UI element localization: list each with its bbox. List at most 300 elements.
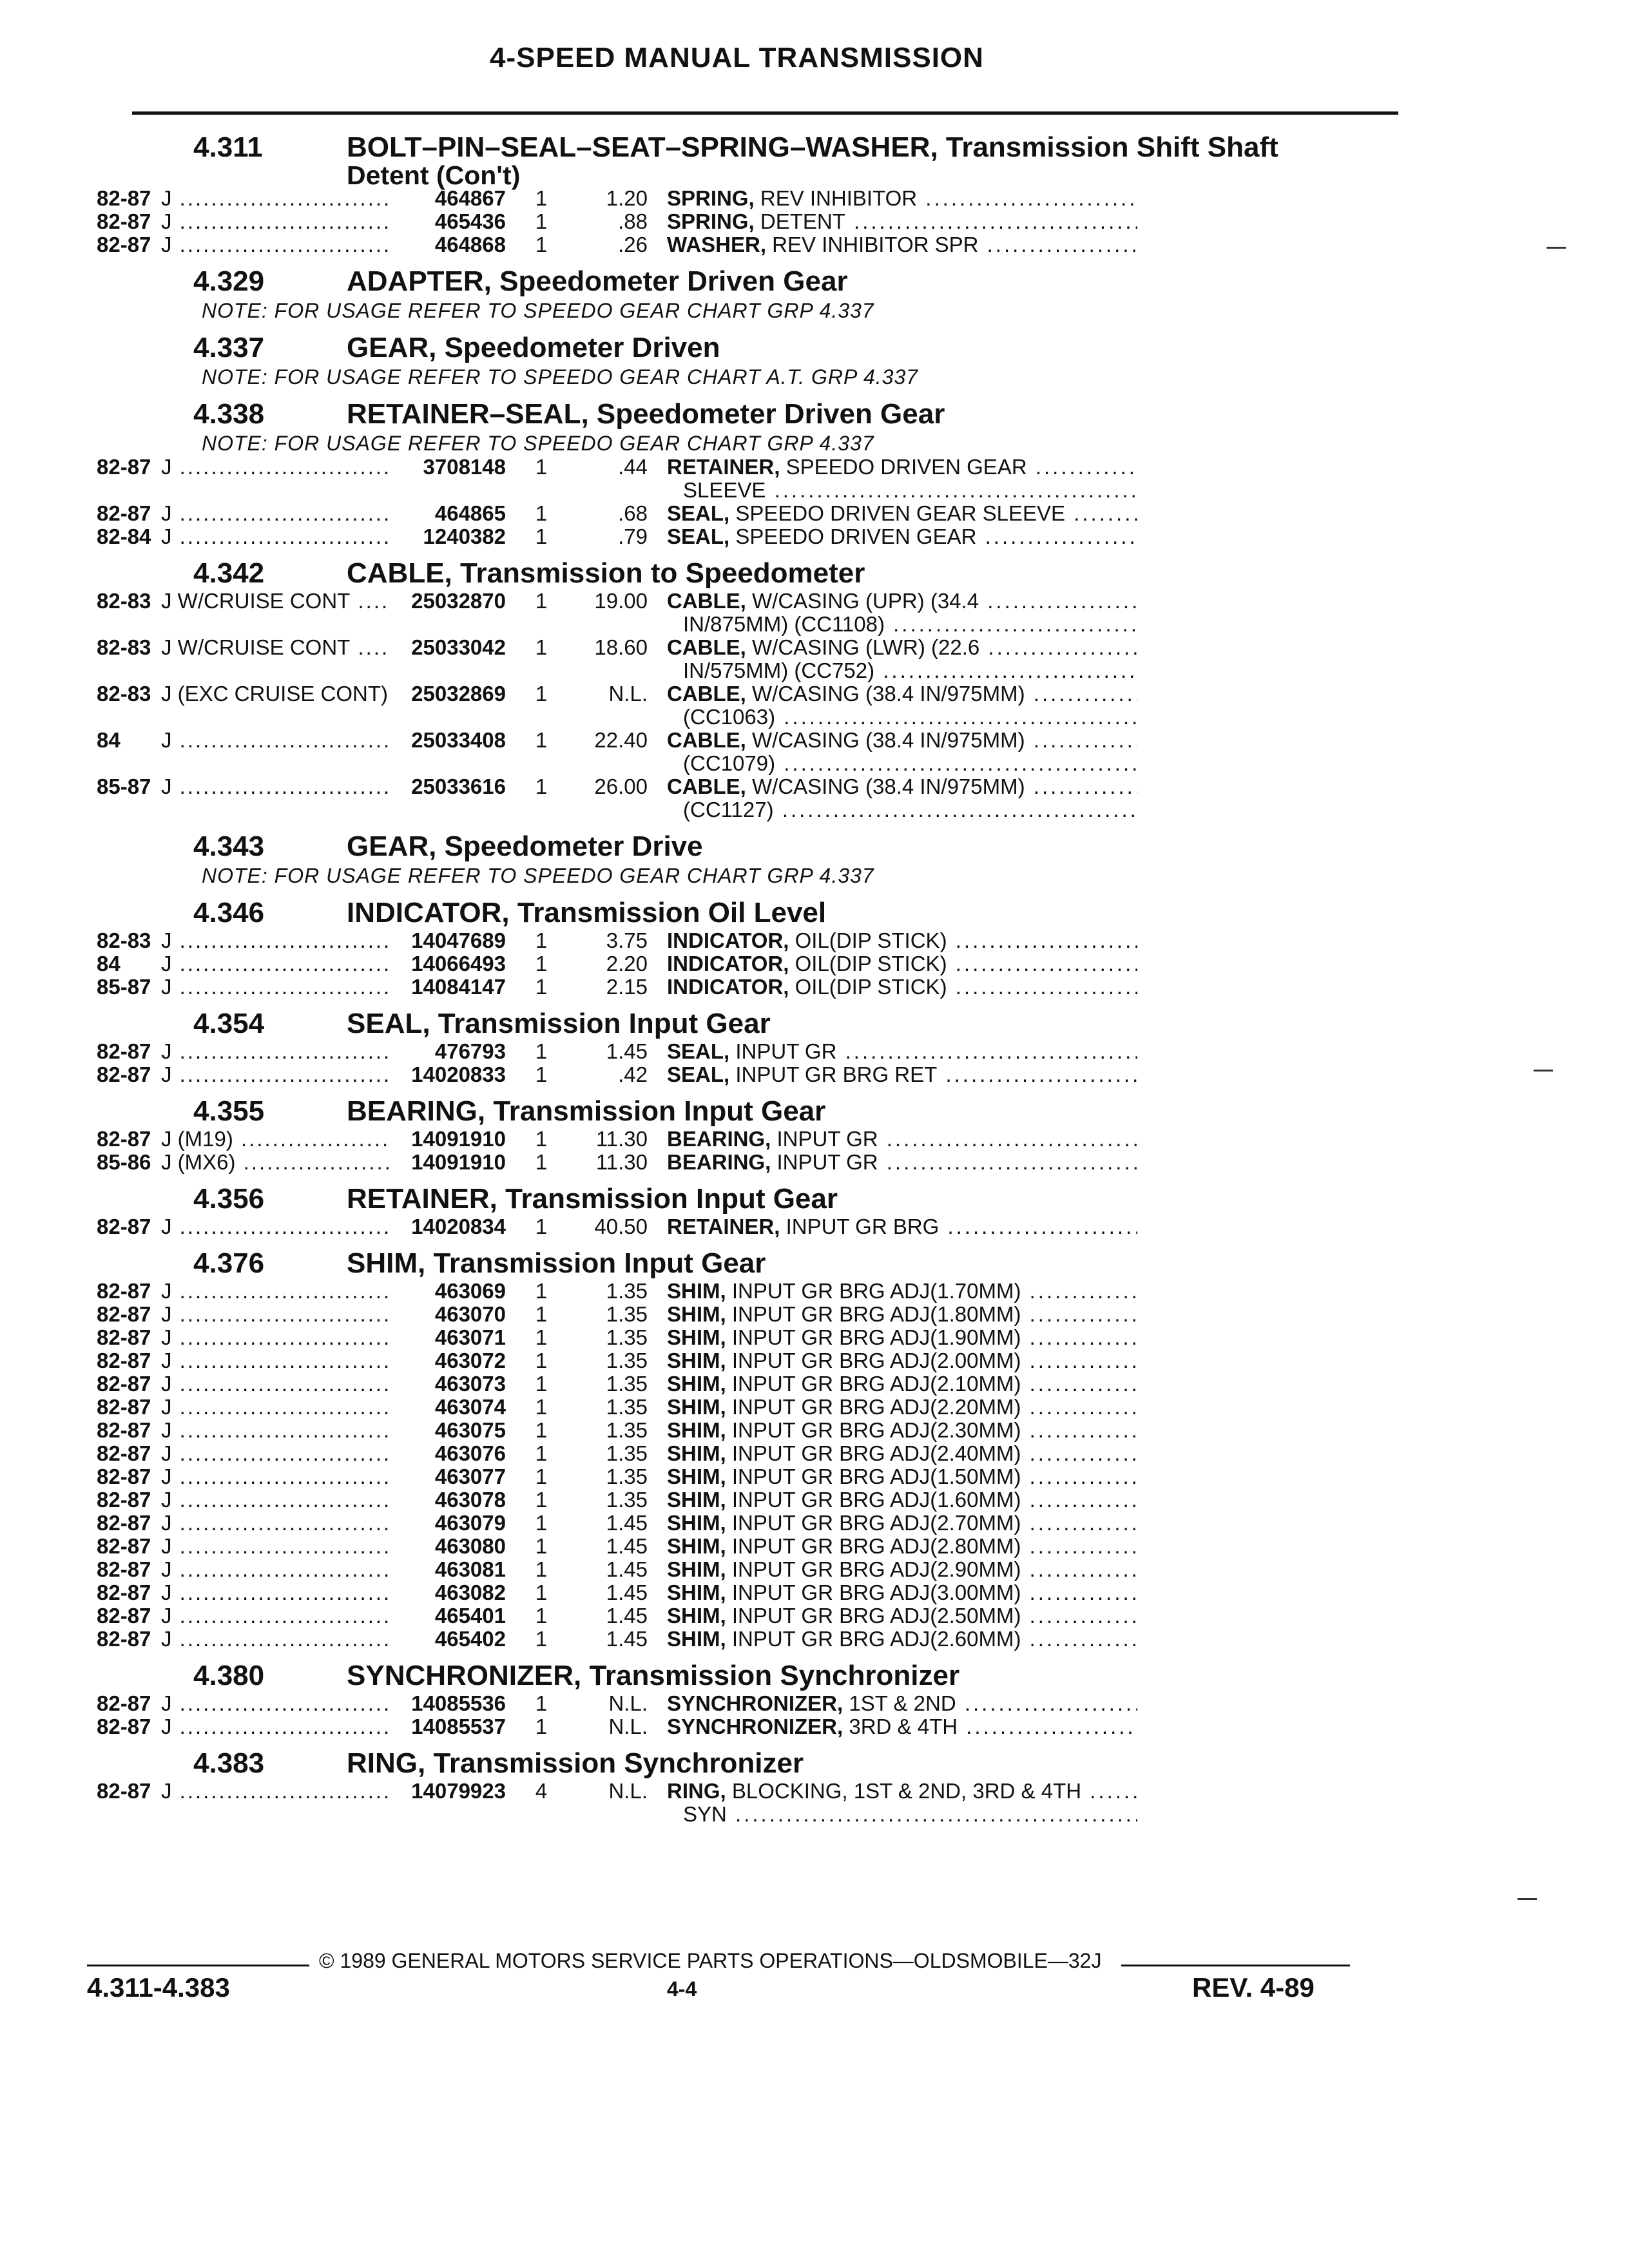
model-years: 82-87 [97, 1534, 151, 1558]
section-number: 4.356 [193, 1183, 265, 1215]
price: 1.35 [606, 1418, 648, 1442]
section-title [347, 1095, 825, 1128]
quantity: 1 [535, 1534, 548, 1558]
model-years: 82-87 [97, 1604, 151, 1628]
quantity: 1 [535, 209, 548, 233]
description-line: RING, BLOCKING, 1ST & 2ND, 3RD & 4TH ..... [667, 1780, 1137, 1803]
description-line: CABLE, W/CASING (38.4 IN/975MM) ..... [667, 729, 1137, 752]
description-line: SHIM, INPUT GR BRG ADJ(2.70MM) ..... [667, 1512, 1137, 1535]
description [667, 775, 1137, 822]
car-line: J ..... [161, 456, 390, 479]
price: 22.40 [594, 728, 648, 752]
copyright-text: © 1989 GENERAL MOTORS SERVICE PARTS OPERATIONS—OLDSMOBILE—32J [319, 1949, 1102, 1972]
part-number: 463079 [434, 1511, 506, 1535]
section-title [347, 265, 848, 298]
description [667, 525, 1137, 548]
car-line: J ..... [161, 729, 390, 752]
car-line: J ..... [161, 1715, 390, 1738]
description-line: SHIM, INPUT GR BRG ADJ(1.60MM) ..... [667, 1488, 1137, 1512]
section-title-text: BEARING, Transmission Input Gear [347, 1095, 826, 1127]
part-row [97, 975, 1385, 999]
part-row [97, 952, 1385, 975]
price: .79 [618, 524, 648, 548]
model-years: 85-86 [97, 1150, 151, 1174]
description [667, 590, 1137, 636]
car-line: J ..... [161, 1303, 390, 1326]
car-line: J (M19) ..... [161, 1128, 390, 1151]
description [667, 1535, 1137, 1558]
description-line: BEARING, INPUT GR ..... [667, 1151, 1137, 1174]
part-number: 463070 [434, 1302, 506, 1326]
section-number: 4.311 [193, 131, 263, 163]
description-line: RETAINER, INPUT GR BRG ..... [667, 1215, 1137, 1238]
part-row [97, 1442, 1385, 1465]
car-line: J ..... [161, 1780, 390, 1803]
part-number: 14066493 [411, 952, 506, 975]
part-row [97, 1280, 1385, 1303]
section-title [347, 398, 945, 430]
price: 26.00 [594, 774, 648, 798]
description [667, 975, 1137, 999]
price: .68 [618, 501, 648, 525]
section-heading [97, 332, 1385, 364]
section-title [347, 1747, 804, 1780]
description-line-2: (CC1127) ..... [667, 798, 1137, 822]
description-line: RETAINER, SPEEDO DRIVEN GEAR ..... [667, 456, 1137, 479]
part-row [97, 1604, 1385, 1628]
description [667, 1419, 1137, 1442]
part-row [97, 502, 1385, 525]
car-line: J ..... [161, 952, 390, 975]
model-years: 82-87 [97, 1349, 151, 1372]
description-line: CABLE, W/CASING (38.4 IN/975MM) ..... [667, 682, 1137, 706]
part-number: 25033408 [411, 728, 506, 752]
quantity: 1 [535, 635, 548, 659]
section-heading [97, 265, 1385, 298]
price: N.L. [608, 682, 648, 706]
part-row [97, 210, 1385, 233]
part-number: 463077 [434, 1465, 506, 1488]
parts-list [97, 122, 1385, 1826]
model-years: 82-87 [97, 1039, 151, 1063]
model-years: 82-87 [97, 1127, 151, 1151]
margin-mark [1547, 247, 1566, 249]
quantity: 1 [535, 186, 548, 210]
car-line: J ..... [161, 1040, 390, 1063]
car-line: J ..... [161, 1280, 390, 1303]
margin-mark [1534, 1070, 1553, 1072]
description-line: SHIM, INPUT GR BRG ADJ(1.70MM) ..... [667, 1280, 1137, 1303]
part-row [97, 1780, 1385, 1826]
description [667, 729, 1137, 775]
car-line: J ..... [161, 1063, 390, 1086]
car-line: J ..... [161, 1419, 390, 1442]
quantity: 1 [535, 1150, 548, 1174]
part-row [97, 1512, 1385, 1535]
price: 1.45 [606, 1604, 648, 1628]
car-line: J ..... [161, 1692, 390, 1715]
car-line: J ..... [161, 1372, 390, 1396]
description [667, 682, 1137, 729]
part-row [97, 1715, 1385, 1738]
section-note: NOTE: FOR USAGE REFER TO SPEEDO GEAR CHART A.T. GRP 4.337 [202, 365, 919, 389]
description [667, 1349, 1137, 1372]
description [667, 1303, 1137, 1326]
description [667, 210, 1137, 233]
price: N.L. [608, 1715, 648, 1738]
quantity: 1 [535, 1691, 548, 1715]
part-row [97, 1349, 1385, 1372]
description [667, 233, 1137, 256]
car-line: J ..... [161, 929, 390, 952]
part-row [97, 1535, 1385, 1558]
quantity: 1 [535, 1627, 548, 1651]
description-line: SHIM, INPUT GR BRG ADJ(2.80MM) ..... [667, 1535, 1137, 1558]
quantity: 1 [535, 1418, 548, 1442]
quantity: 1 [535, 1325, 548, 1349]
part-row [97, 929, 1385, 952]
quantity: 1 [535, 1511, 548, 1535]
model-years: 82-83 [97, 682, 151, 706]
quantity: 4 [535, 1779, 548, 1803]
description [667, 1604, 1137, 1628]
model-years: 82-87 [97, 1557, 151, 1581]
section-heading [97, 557, 1385, 590]
part-number: 463071 [434, 1325, 506, 1349]
description-line: BEARING, INPUT GR ..... [667, 1128, 1137, 1151]
car-line: J ..... [161, 1349, 390, 1372]
section-title [347, 1183, 838, 1215]
quantity: 1 [535, 455, 548, 479]
price: 1.35 [606, 1349, 648, 1372]
part-row [97, 775, 1385, 822]
quantity: 1 [535, 1395, 548, 1419]
section-title-text: GEAR, Speedometer Drive [347, 831, 703, 862]
model-years: 82-87 [97, 1627, 151, 1651]
price: 40.50 [594, 1215, 648, 1238]
description-line: INDICATOR, OIL(DIP STICK) ..... [667, 975, 1137, 999]
part-number: 464865 [434, 501, 506, 525]
description-line-2: IN/575MM) (CC752) ..... [667, 659, 1137, 682]
price: 1.35 [606, 1279, 648, 1303]
quantity: 1 [535, 682, 548, 706]
price: .44 [618, 455, 648, 479]
section-heading [97, 1183, 1385, 1215]
model-years: 82-87 [97, 1465, 151, 1488]
description-line: SEAL, SPEEDO DRIVEN GEAR ..... [667, 525, 1137, 548]
part-number: 463069 [434, 1279, 506, 1303]
description-line: SHIM, INPUT GR BRG ADJ(2.10MM) ..... [667, 1372, 1137, 1396]
model-years: 82-87 [97, 1715, 151, 1738]
description-line: SHIM, INPUT GR BRG ADJ(3.00MM) ..... [667, 1581, 1137, 1604]
part-number: 14085536 [411, 1691, 506, 1715]
page-title-text: 4-SPEED MANUAL TRANSMISSION [490, 42, 984, 73]
description [667, 1780, 1137, 1826]
description [667, 1628, 1137, 1651]
quantity: 1 [535, 1715, 548, 1738]
section-title [347, 1008, 771, 1040]
description-line: INDICATOR, OIL(DIP STICK) ..... [667, 929, 1137, 952]
price: .88 [618, 209, 648, 233]
section-title [347, 332, 720, 364]
section-number: 4.342 [193, 557, 265, 589]
car-line: J (EXC CRUISE CONT) ..... [161, 682, 390, 706]
car-line: J ..... [161, 1488, 390, 1512]
price: 19.00 [594, 589, 648, 613]
section-note: NOTE: FOR USAGE REFER TO SPEEDO GEAR CHART GRP 4.337 [202, 299, 874, 322]
car-line: J ..... [161, 975, 390, 999]
section-title-text: RETAINER–SEAL, Speedometer Driven Gear [347, 398, 945, 430]
section-heading [97, 1660, 1385, 1692]
model-years: 82-87 [97, 1372, 151, 1396]
section-heading [97, 1247, 1385, 1280]
part-row [97, 1040, 1385, 1063]
part-row [97, 1581, 1385, 1604]
quantity: 1 [535, 1215, 548, 1238]
part-row [97, 636, 1385, 682]
quantity: 1 [535, 524, 548, 548]
part-row [97, 525, 1385, 548]
section-title-text: INDICATOR, Transmission Oil Level [347, 897, 827, 928]
section-title [347, 897, 826, 929]
part-number: 14079923 [411, 1779, 506, 1803]
description [667, 502, 1137, 525]
part-number: 463072 [434, 1349, 506, 1372]
section-number: 4.343 [193, 831, 265, 862]
part-number: 464868 [434, 233, 506, 256]
section-number: 4.329 [193, 265, 265, 297]
price: 1.35 [606, 1395, 648, 1419]
description [667, 1128, 1137, 1151]
part-row [97, 456, 1385, 502]
section-number: 4.354 [193, 1008, 265, 1039]
part-number: 464867 [434, 186, 506, 210]
part-number: 14047689 [411, 928, 506, 952]
description-line: SHIM, INPUT GR BRG ADJ(1.90MM) ..... [667, 1326, 1137, 1349]
section-title-text: RING, Transmission Synchronizer [347, 1747, 804, 1779]
price: 1.45 [606, 1534, 648, 1558]
part-number: 25033616 [411, 774, 506, 798]
section-number: 4.338 [193, 398, 265, 430]
section-number: 4.337 [193, 332, 265, 363]
page-title [97, 35, 1373, 72]
car-line: J ..... [161, 775, 390, 798]
description-line: SEAL, SPEEDO DRIVEN GEAR SLEEVE ..... [667, 502, 1137, 525]
model-years: 82-87 [97, 1441, 151, 1465]
quantity: 1 [535, 1349, 548, 1372]
car-line: J ..... [161, 1535, 390, 1558]
description [667, 1715, 1137, 1738]
car-line: J ..... [161, 233, 390, 256]
car-line: J ..... [161, 525, 390, 548]
quantity: 1 [535, 1127, 548, 1151]
quantity: 1 [535, 1302, 548, 1326]
description [667, 636, 1137, 682]
section-title [347, 1247, 766, 1280]
car-line: J ..... [161, 502, 390, 525]
quantity: 1 [535, 1279, 548, 1303]
quantity: 1 [535, 1039, 548, 1063]
part-row [97, 233, 1385, 256]
model-years: 82-83 [97, 928, 151, 952]
section-heading [97, 897, 1385, 929]
description [667, 1063, 1137, 1086]
model-years: 82-87 [97, 1511, 151, 1535]
car-line: J ..... [161, 210, 390, 233]
part-number: 463078 [434, 1488, 506, 1512]
part-row [97, 1465, 1385, 1488]
part-number: 465436 [434, 209, 506, 233]
model-years: 82-87 [97, 1325, 151, 1349]
section-title [347, 831, 703, 863]
price: 2.15 [606, 975, 648, 999]
description [667, 1396, 1137, 1419]
car-line: J ..... [161, 1465, 390, 1488]
part-number: 14020834 [411, 1215, 506, 1238]
model-years: 82-83 [97, 635, 151, 659]
description-line: SHIM, INPUT GR BRG ADJ(2.20MM) ..... [667, 1396, 1137, 1419]
description-line-2: SLEEVE ..... [667, 479, 1137, 502]
model-years: 82-87 [97, 1279, 151, 1303]
part-row [97, 590, 1385, 636]
part-number: 476793 [434, 1039, 506, 1063]
model-years: 82-87 [97, 1779, 151, 1803]
section-heading [97, 1095, 1385, 1128]
price: 1.35 [606, 1441, 648, 1465]
section-heading [97, 131, 1385, 190]
section-title-text: SEAL, Transmission Input Gear [347, 1008, 771, 1039]
part-number: 463073 [434, 1372, 506, 1396]
header-rule [132, 111, 1398, 115]
section-title-text: ADAPTER, Speedometer Driven Gear [347, 265, 848, 297]
part-number: 14091910 [411, 1127, 506, 1151]
description [667, 1442, 1137, 1465]
description-line-2: SYN ..... [667, 1803, 1137, 1826]
part-row [97, 1063, 1385, 1086]
part-row [97, 1558, 1385, 1581]
description-line: SHIM, INPUT GR BRG ADJ(2.00MM) ..... [667, 1349, 1137, 1372]
price: N.L. [608, 1779, 648, 1803]
part-number: 463080 [434, 1534, 506, 1558]
part-row [97, 1692, 1385, 1715]
model-years: 85-87 [97, 774, 151, 798]
model-years: 82-83 [97, 589, 151, 613]
model-years: 82-87 [97, 1691, 151, 1715]
part-row [97, 729, 1385, 775]
quantity: 1 [535, 975, 548, 999]
section-number: 4.355 [193, 1095, 265, 1127]
quantity: 1 [535, 1062, 548, 1086]
price: 1.35 [606, 1465, 648, 1488]
car-line: J (MX6) ..... [161, 1151, 390, 1174]
quantity: 1 [535, 928, 548, 952]
part-row [97, 1326, 1385, 1349]
description [667, 1280, 1137, 1303]
model-years: 85-87 [97, 975, 151, 999]
section-title-text: GEAR, Speedometer Driven [347, 332, 720, 363]
part-row [97, 1303, 1385, 1326]
part-number: 14085537 [411, 1715, 506, 1738]
model-years: 82-87 [97, 1395, 151, 1419]
description-line-2: (CC1063) ..... [667, 706, 1137, 729]
quantity: 1 [535, 1372, 548, 1396]
description-line: SHIM, INPUT GR BRG ADJ(1.50MM) ..... [667, 1465, 1137, 1488]
part-number: 463075 [434, 1418, 506, 1442]
description-line-2: IN/875MM) (CC1108) ..... [667, 613, 1137, 636]
part-row [97, 1128, 1385, 1151]
price: 1.45 [606, 1039, 648, 1063]
section-title-text: CABLE, Transmission to Speedometer [347, 557, 865, 589]
part-number: 14084147 [411, 975, 506, 999]
quantity: 1 [535, 952, 548, 975]
price: 11.30 [595, 1150, 648, 1174]
description-line: SEAL, INPUT GR ..... [667, 1040, 1137, 1063]
description-line: SHIM, INPUT GR BRG ADJ(2.90MM) ..... [667, 1558, 1137, 1581]
price: 3.75 [606, 928, 648, 952]
part-row [97, 1488, 1385, 1512]
quantity: 1 [535, 589, 548, 613]
section-title [347, 1660, 959, 1692]
part-row [97, 1372, 1385, 1396]
section-number: 4.383 [193, 1747, 265, 1779]
quantity: 1 [535, 728, 548, 752]
part-row [97, 682, 1385, 729]
price: 1.45 [606, 1511, 648, 1535]
description-line: CABLE, W/CASING (LWR) (22.6 ..... [667, 636, 1137, 659]
part-row [97, 187, 1385, 210]
part-number: 463082 [434, 1581, 506, 1604]
description [667, 1326, 1137, 1349]
model-years: 82-87 [97, 1488, 151, 1512]
description [667, 1558, 1137, 1581]
model-years: 82-87 [97, 1215, 151, 1238]
quantity: 1 [535, 1581, 548, 1604]
model-years: 84 [97, 728, 120, 752]
model-years: 82-87 [97, 1302, 151, 1326]
price: 1.35 [606, 1488, 648, 1512]
price: 1.35 [606, 1372, 648, 1396]
footer-rule-left [87, 1965, 309, 1966]
section-number: 4.380 [193, 1660, 265, 1691]
price: 1.45 [606, 1627, 648, 1651]
quantity: 1 [535, 1441, 548, 1465]
model-years: 82-87 [97, 1418, 151, 1442]
section-note: NOTE: FOR USAGE REFER TO SPEEDO GEAR CHART GRP 4.337 [202, 864, 874, 887]
model-years: 82-87 [97, 186, 151, 210]
part-number: 1240382 [423, 524, 506, 548]
quantity: 1 [535, 501, 548, 525]
model-years: 82-87 [97, 501, 151, 525]
description-line: SHIM, INPUT GR BRG ADJ(2.30MM) ..... [667, 1419, 1137, 1442]
description [667, 1372, 1137, 1396]
section-subtitle: Detent (Con't) [347, 160, 521, 190]
description [667, 1581, 1137, 1604]
part-row [97, 1628, 1385, 1651]
description-line: INDICATOR, OIL(DIP STICK) ..... [667, 952, 1137, 975]
description [667, 1692, 1137, 1715]
price: 1.45 [606, 1557, 648, 1581]
section-heading [97, 398, 1385, 430]
section-heading [97, 1747, 1385, 1780]
section-heading [97, 831, 1385, 863]
quantity: 1 [535, 1557, 548, 1581]
part-number: 463076 [434, 1441, 506, 1465]
part-row [97, 1151, 1385, 1174]
description-line: SHIM, INPUT GR BRG ADJ(1.80MM) ..... [667, 1303, 1137, 1326]
model-years: 82-87 [97, 455, 151, 479]
price: 1.20 [606, 186, 648, 210]
section-title [347, 131, 1278, 190]
